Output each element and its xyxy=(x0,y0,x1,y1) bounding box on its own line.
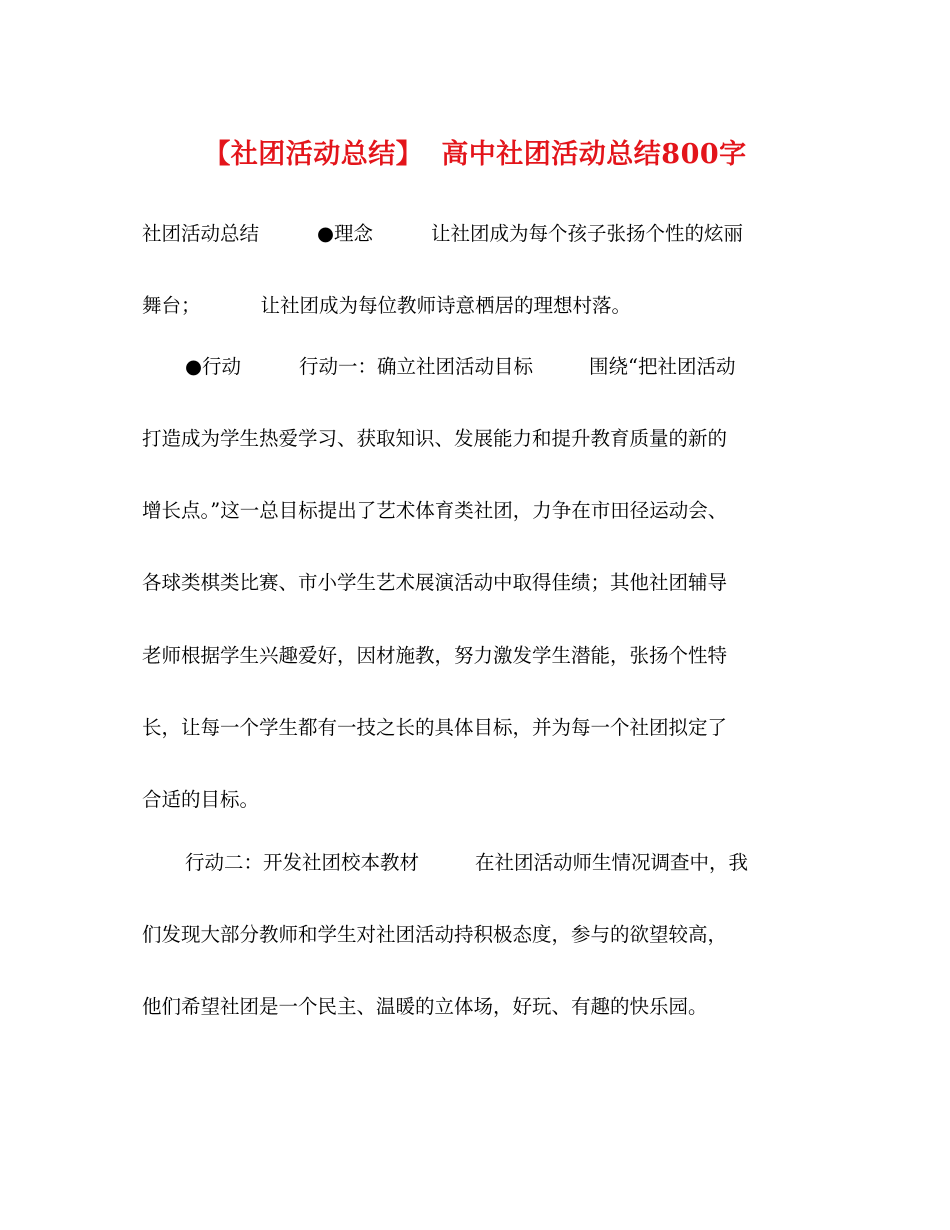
line-segment: 行动二：开发社团校本教材 xyxy=(185,851,420,874)
line-segment: 他们希望社团是一个民主、温暖的立体场，好玩、有趣的快乐园。 xyxy=(142,995,708,1018)
paragraph-line xyxy=(185,352,736,382)
line-segment: 让社团成为每个孩子张扬个性的炫丽 xyxy=(431,222,744,245)
paragraph-line xyxy=(142,992,708,1022)
line-segment: 们发现大部分教师和学生对社团活动持积极态度，参与的欲望较高， xyxy=(142,923,728,946)
line-segment: 社团活动总结 xyxy=(142,222,260,245)
paragraph-line xyxy=(142,641,727,671)
paragraph-line xyxy=(142,568,727,598)
title-bracket-text: 【社团活动总结】 xyxy=(203,139,424,170)
line-segment: 合适的目标。 xyxy=(142,788,260,811)
line-segment: 老师根据学生兴趣爱好，因材施教，努力激发学生潜能，张扬个性特 xyxy=(142,644,728,667)
line-segment: 增长点。”这一总目标提出了艺术体育类社团，力争在市田径运动会、 xyxy=(142,499,728,522)
line-segment: 各球类棋类比赛、市小学生艺术展演活动中取得佳绩；其他社团辅导 xyxy=(142,571,728,594)
line-segment: 长，让每一个学生都有一技之长的具体目标，并为每一个社团拟定了 xyxy=(142,716,728,739)
paragraph-line xyxy=(185,848,748,878)
line-segment: ●行动 xyxy=(185,355,242,378)
paragraph-line xyxy=(142,496,727,526)
paragraph-line xyxy=(142,424,727,454)
paragraph-line xyxy=(142,785,259,815)
paragraph-line xyxy=(142,920,727,950)
document-title xyxy=(0,132,950,171)
paragraph-line xyxy=(142,219,743,249)
line-segment: 让社团成为每位教师诗意栖居的理想村落。 xyxy=(260,294,632,317)
line-segment: 舞台； xyxy=(142,294,201,317)
paragraph-line xyxy=(142,291,631,321)
paragraph-line xyxy=(142,713,727,743)
line-segment: 围绕“把社团活动 xyxy=(589,355,736,378)
line-segment: 打造成为学生热爱学习、获取知识、发展能力和提升教育质量的新的 xyxy=(142,427,728,450)
line-segment: 在社团活动师生情况调查中，我 xyxy=(475,851,749,874)
line-segment: 行动一：确立社团活动目标 xyxy=(299,355,534,378)
title-main-text: 高中社团活动总结800字 xyxy=(441,139,747,170)
line-segment: ●理念 xyxy=(317,222,374,245)
